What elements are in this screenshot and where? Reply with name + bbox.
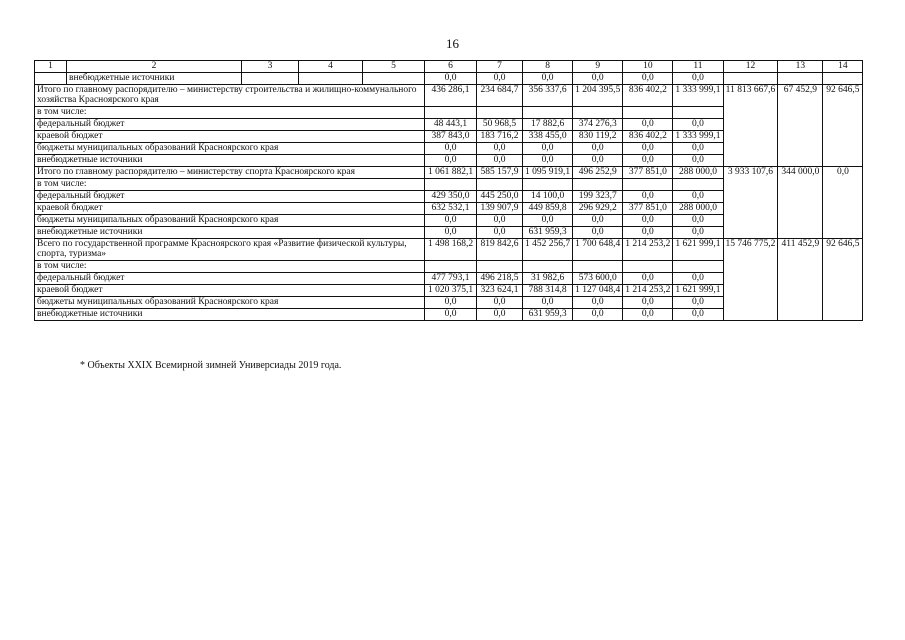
table-cell: 0,0 xyxy=(573,154,623,166)
extra-total-cell: 344 000,0 xyxy=(778,166,823,238)
table-cell: 0,0 xyxy=(477,142,523,154)
table-cell: 0,0 xyxy=(425,154,477,166)
table-cell: 0,0 xyxy=(623,226,673,238)
table-cell xyxy=(523,178,573,190)
table-cell: 0,0 xyxy=(673,226,723,238)
row-label: внебюджетные источники xyxy=(67,73,242,85)
table-cell: 573 600,0 xyxy=(573,272,623,284)
table-cell: 0,0 xyxy=(425,73,477,85)
table-cell: 0,0 xyxy=(623,214,673,226)
table-cell xyxy=(242,73,299,85)
table-cell: 0,0 xyxy=(673,190,723,202)
row-label: федеральный бюджет xyxy=(35,272,425,284)
table-cell: 0,0 xyxy=(623,142,673,154)
table-cell: 0,0 xyxy=(673,214,723,226)
total-cell: 377 851,0 xyxy=(623,166,673,178)
col-header: 8 xyxy=(523,61,573,73)
table-cell: 0,0 xyxy=(623,73,673,85)
table-cell: 0,0 xyxy=(673,142,723,154)
table-cell: 17 882,6 xyxy=(523,118,573,130)
table-cell xyxy=(35,73,67,85)
table-cell xyxy=(673,106,723,118)
group-total-row xyxy=(35,85,863,107)
table-cell: 0,0 xyxy=(477,73,523,85)
footnote: * Объекты XXIX Всемирной зимней Универсиады 2019 года. xyxy=(80,360,342,371)
table-row xyxy=(35,73,863,85)
total-cell: 1 204 395,5 xyxy=(573,85,623,107)
table-cell: 139 907,9 xyxy=(477,202,523,214)
row-label: федеральный бюджет xyxy=(35,118,425,130)
row-label: краевой бюджет xyxy=(35,130,425,142)
table-cell: 0,0 xyxy=(523,296,573,308)
table-cell: 836 402,2 xyxy=(623,130,673,142)
table-cell: 0,0 xyxy=(673,154,723,166)
table-cell: 0,0 xyxy=(673,296,723,308)
row-label: внебюджетные источники xyxy=(35,226,425,238)
table-cell: 0,0 xyxy=(573,142,623,154)
row-label: бюджеты муниципальных образований Красноярского края xyxy=(35,214,425,226)
table-cell: 31 982,6 xyxy=(523,272,573,284)
total-cell: 1 452 256,7 xyxy=(523,238,573,260)
table-cell: 632 532,1 xyxy=(425,202,477,214)
col-header: 2 xyxy=(67,61,242,73)
table-cell xyxy=(477,106,523,118)
table-cell: 0,0 xyxy=(523,214,573,226)
table-cell: 374 276,3 xyxy=(573,118,623,130)
col-header: 12 xyxy=(723,61,778,73)
table-cell: 445 250,0 xyxy=(477,190,523,202)
table-cell: 0,0 xyxy=(623,118,673,130)
table-cell: 429 350,0 xyxy=(425,190,477,202)
col-header: 3 xyxy=(242,61,299,73)
table-cell: 788 314,8 xyxy=(523,284,573,296)
table-cell xyxy=(623,260,673,272)
col-header: 4 xyxy=(299,61,363,73)
table-cell: 387 843,0 xyxy=(425,130,477,142)
table-cell: 199 323,7 xyxy=(573,190,623,202)
including-label: в том числе: xyxy=(35,178,425,190)
table-cell: 48 443,1 xyxy=(425,118,477,130)
extra-total-cell: 3 933 107,6 xyxy=(723,166,778,238)
table-cell xyxy=(299,73,363,85)
extra-total-cell: 11 813 667,6 xyxy=(723,85,778,167)
table-cell: 0,0 xyxy=(573,226,623,238)
table-cell: 830 119,2 xyxy=(573,130,623,142)
col-header: 7 xyxy=(477,61,523,73)
table-cell: 631 959,3 xyxy=(523,308,573,320)
table-cell xyxy=(477,178,523,190)
extra-total-cell: 0,0 xyxy=(823,166,863,238)
table-cell: 0,0 xyxy=(477,154,523,166)
table-cell: 1 333 999,1 xyxy=(673,130,723,142)
total-cell: 1 095 919,1 xyxy=(523,166,573,178)
table-cell: 183 716,2 xyxy=(477,130,523,142)
col-header: 14 xyxy=(823,61,863,73)
table-cell xyxy=(573,178,623,190)
row-label: бюджеты муниципальных образований Красноярского края xyxy=(35,296,425,308)
table-cell xyxy=(823,73,863,85)
table-cell: 0,0 xyxy=(523,142,573,154)
total-cell: 1 700 648,4 xyxy=(573,238,623,260)
table-cell: 0,0 xyxy=(477,296,523,308)
extra-total-cell: 92 646,5 xyxy=(823,238,863,320)
table-cell: 377 851,0 xyxy=(623,202,673,214)
group-total-row xyxy=(35,166,863,178)
table-cell: 0,0 xyxy=(425,142,477,154)
table-cell: 0,0 xyxy=(573,296,623,308)
table-cell: 1 214 253,2 xyxy=(623,284,673,296)
total-cell: 585 157,9 xyxy=(477,166,523,178)
table-cell: 0,0 xyxy=(477,308,523,320)
extra-total-cell: 15 746 775,2 xyxy=(723,238,778,320)
table-cell: 0,0 xyxy=(623,154,673,166)
table-cell: 496 218,5 xyxy=(477,272,523,284)
table-cell xyxy=(523,106,573,118)
col-header: 11 xyxy=(673,61,723,73)
table-cell: 0,0 xyxy=(573,214,623,226)
budget-table xyxy=(34,60,863,321)
group-title: Итого по главному распорядителю – министерству спорта Красноярского края xyxy=(35,166,425,178)
table-cell: 0,0 xyxy=(425,226,477,238)
total-cell: 1 333 999,1 xyxy=(673,85,723,107)
row-label: бюджеты муниципальных образований Красноярского края xyxy=(35,142,425,154)
row-label: внебюджетные источники xyxy=(35,154,425,166)
extra-total-cell: 67 452,9 xyxy=(778,85,823,167)
table-cell: 0,0 xyxy=(673,73,723,85)
table-cell: 296 929,2 xyxy=(573,202,623,214)
table-cell xyxy=(673,178,723,190)
table-cell: 338 455,0 xyxy=(523,130,573,142)
table-cell xyxy=(623,106,673,118)
table-cell: 50 968,5 xyxy=(477,118,523,130)
col-header: 1 xyxy=(35,61,67,73)
total-cell: 356 337,6 xyxy=(523,85,573,107)
row-label: внебюджетные источники xyxy=(35,308,425,320)
page-number: 16 xyxy=(446,36,459,51)
row-label: краевой бюджет xyxy=(35,284,425,296)
table-cell xyxy=(573,260,623,272)
table-cell: 14 100,0 xyxy=(523,190,573,202)
table-cell xyxy=(425,106,477,118)
table-cell: 0,0 xyxy=(425,214,477,226)
col-header: 13 xyxy=(778,61,823,73)
table-cell: 0,0 xyxy=(477,226,523,238)
total-cell: 819 842,6 xyxy=(477,238,523,260)
total-cell: 1 214 253,2 xyxy=(623,238,673,260)
budget-table-wrapper xyxy=(34,60,863,321)
table-cell xyxy=(723,73,778,85)
table-cell: 0,0 xyxy=(523,154,573,166)
table-cell: 449 859,8 xyxy=(523,202,573,214)
including-label: в том числе: xyxy=(35,106,425,118)
table-cell xyxy=(425,178,477,190)
table-cell: 631 959,3 xyxy=(523,226,573,238)
total-cell: 436 286,1 xyxy=(425,85,477,107)
groups-body xyxy=(35,85,863,321)
table-cell: 1 127 048,4 xyxy=(573,284,623,296)
table-cell: 0,0 xyxy=(425,308,477,320)
table-cell: 323 624,1 xyxy=(477,284,523,296)
table-cell: 0,0 xyxy=(523,73,573,85)
col-header: 6 xyxy=(425,61,477,73)
table-cell xyxy=(477,260,523,272)
table-cell xyxy=(778,73,823,85)
table-cell xyxy=(673,260,723,272)
table-cell: 0,0 xyxy=(623,296,673,308)
total-cell: 1 498 168,2 xyxy=(425,238,477,260)
row-label: краевой бюджет xyxy=(35,202,425,214)
table-cell xyxy=(523,260,573,272)
col-header: 5 xyxy=(363,61,425,73)
group-title: Итого по главному распорядителю – министерству строительства и жилищно-коммунального хозяйства Красноярского края xyxy=(35,85,425,107)
total-cell: 1 061 882,1 xyxy=(425,166,477,178)
table-cell: 477 793,1 xyxy=(425,272,477,284)
table-cell: 0,0 xyxy=(673,118,723,130)
row-label: федеральный бюджет xyxy=(35,190,425,202)
table-cell xyxy=(623,178,673,190)
group-total-row xyxy=(35,238,863,260)
table-cell: 0,0 xyxy=(573,308,623,320)
total-cell: 836 402,2 xyxy=(623,85,673,107)
total-cell: 288 000,0 xyxy=(673,166,723,178)
table-cell xyxy=(363,73,425,85)
extra-total-cell: 411 452,9 xyxy=(778,238,823,320)
col-header: 9 xyxy=(573,61,623,73)
table-cell: 0,0 xyxy=(673,308,723,320)
table-cell: 0,0 xyxy=(573,73,623,85)
table-cell: 1 621 999,1 xyxy=(673,284,723,296)
including-label: в том числе: xyxy=(35,260,425,272)
table-cell: 0,0 xyxy=(623,190,673,202)
table-cell: 288 000,0 xyxy=(673,202,723,214)
total-cell: 496 252,9 xyxy=(573,166,623,178)
column-number-row xyxy=(35,61,863,73)
total-cell: 1 621 999,1 xyxy=(673,238,723,260)
table-cell: 0,0 xyxy=(623,308,673,320)
table-cell: 0,0 xyxy=(425,296,477,308)
col-header: 10 xyxy=(623,61,673,73)
table-cell: 0,0 xyxy=(673,272,723,284)
table-cell xyxy=(573,106,623,118)
table-cell: 1 020 375,1 xyxy=(425,284,477,296)
table-cell: 0,0 xyxy=(623,272,673,284)
extra-total-cell: 92 646,5 xyxy=(823,85,863,167)
table-cell xyxy=(425,260,477,272)
table-cell: 0,0 xyxy=(477,214,523,226)
total-cell: 234 684,7 xyxy=(477,85,523,107)
group-title: Всего по государственной программе Красноярского края «Развитие физической культуры, спорта, туризма» xyxy=(35,238,425,260)
